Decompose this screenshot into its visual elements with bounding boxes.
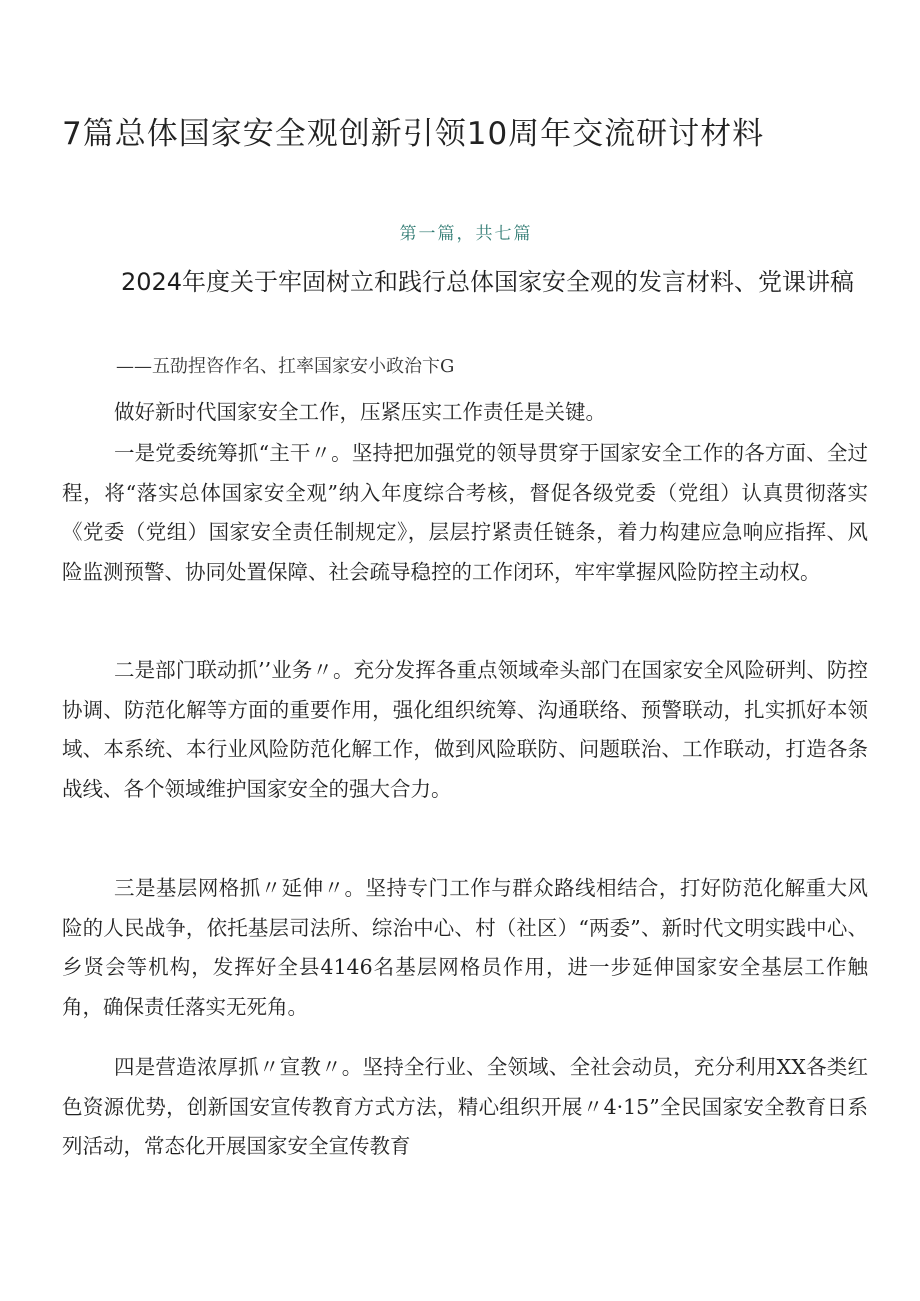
- paragraph-intro: 做好新时代国家安全工作，压紧压实工作责任是关键。: [114, 400, 606, 424]
- document-title: 7篇总体国家安全观创新引领10周年交流研讨材料: [62, 116, 765, 152]
- chapter-label: 第一篇，共七篇: [399, 224, 533, 244]
- section-heading: 2024年度关于牢固树立和践行总体国家安全观的发言材料、党课讲稿: [120, 268, 855, 296]
- paragraph-1: 一是党委统筹抓“主干〃。坚持把加强党的领导贯穿于国家安全工作的各方面、全过程，将“落实总体国家安全观”纳入年度综合考核，督促各级党委（党组）认真贯彻落实《党委（党组）国家安全责任制规定》，层层拧紧责任链条，着力构建应急响应指挥、风险监测预警、协同处置保障、社会疏导稳控的工作闭环，牢牢掌握风险防控主动权。: [62, 441, 868, 584]
- paragraph-2: 二是部门联动抓’’业务〃。充分发挥各重点领域牵头部门在国家安全风险研判、防控协调、防范化解等方面的重要作用，强化组织统筹、沟通联络、预警联动，扎实抓好本领域、本系统、本行业风险防范化解工作，做到风险联防、问题联治、工作联动，打造各条战线、各个领域维护国家安全的强大合力。: [62, 658, 868, 801]
- byline: ——五劭捏咨作名、扛率国家安小政治卞G: [116, 356, 455, 377]
- paragraph-4: 四是营造浓厚抓〃宣教〃。坚持全行业、全领域、全社会动员，充分利用XX各类红色资源优势，创新国安宣传教育方式方法，精心组织开展〃4·15”全民国家安全教育日系列活动，常态化开展国家安全宣传教育: [62, 1055, 868, 1158]
- paragraph-3: 三是基层网格抓〃延伸〃。坚持专门工作与群众路线相结合，打好防范化解重大风险的人民战争，依托基层司法所、综治中心、村（社区）“两委”、新时代文明实践中心、乡贤会等机构，发挥好全县4146名基层网格员作用，进一步延伸国家安全基层工作触角，确保责任落实无死角。: [62, 876, 868, 1019]
